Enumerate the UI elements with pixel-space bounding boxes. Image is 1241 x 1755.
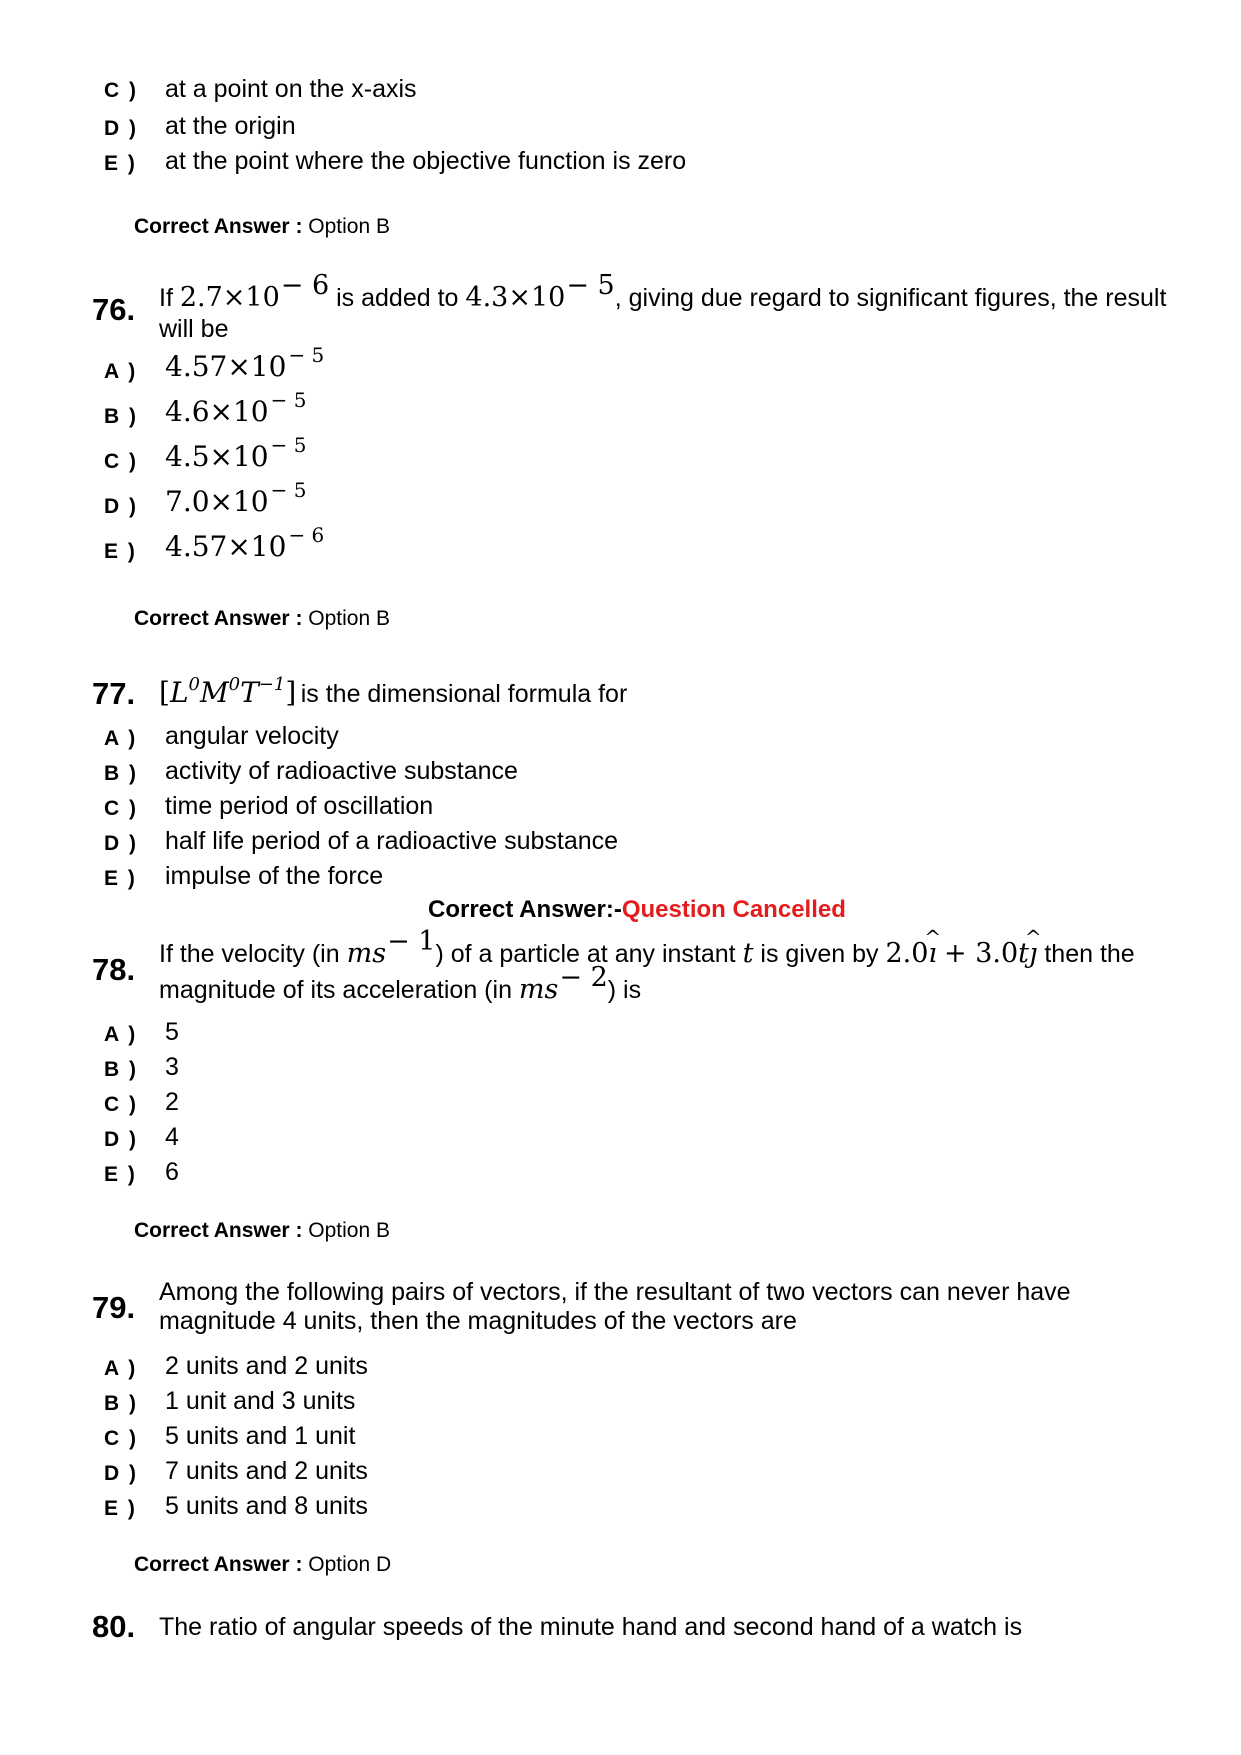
- option-base: 4.57×10: [165, 530, 287, 563]
- option-math: [165, 478, 307, 518]
- option-label: C ): [104, 450, 138, 473]
- option-label: C ): [104, 1093, 138, 1116]
- option-text: at a point on the x-axis: [165, 75, 417, 103]
- option-text: angular velocity: [165, 722, 339, 750]
- text-part: magnitude of its acceleration (in: [159, 976, 512, 1004]
- option-exponent: − 5: [270, 478, 307, 502]
- formula-T-exp: −1: [258, 674, 286, 695]
- text-part: If the velocity (in: [159, 940, 340, 968]
- unit-exponent: − 1: [387, 926, 436, 957]
- option-label: E ): [104, 867, 137, 890]
- value-exponent: − 5: [566, 270, 615, 301]
- option-text: 7 units and 2 units: [165, 1457, 368, 1485]
- correct-answer-value: Option D: [308, 1553, 392, 1576]
- correct-answer-value: Option B: [308, 215, 390, 238]
- correct-answer-label: Correct Answer :: [134, 607, 303, 630]
- question-text-line2: [159, 962, 642, 1006]
- formula-L-exp: 0: [188, 674, 200, 695]
- option-text: 2 units and 2 units: [165, 1352, 368, 1380]
- j-hat: ^ ȷ: [1029, 938, 1037, 970]
- option-text: 4: [165, 1123, 179, 1151]
- unit: ms: [518, 974, 559, 1005]
- value-base: 2.7×10: [179, 282, 280, 313]
- correct-answer-value: Option B: [308, 607, 390, 630]
- option-label: A ): [104, 360, 138, 383]
- option-math: [165, 388, 307, 428]
- correct-answer: [134, 1553, 391, 1577]
- expr-coeff: 2.0: [885, 938, 929, 969]
- option-text: at the origin: [165, 112, 296, 140]
- value-base: 4.3×10: [465, 282, 566, 313]
- correct-answer: [134, 607, 390, 631]
- option-exponent: − 5: [288, 343, 325, 367]
- option-label: E ): [104, 1163, 137, 1186]
- option-exponent: − 5: [270, 388, 307, 412]
- option-label: C ): [104, 1427, 138, 1450]
- formula-close-bracket: ]: [285, 676, 297, 709]
- question-text-rest: is the dimensional formula for: [300, 680, 628, 708]
- cancel-label: Correct Answer:-: [428, 896, 622, 923]
- option-text: activity of radioactive substance: [165, 757, 518, 785]
- option-label: D ): [104, 495, 138, 518]
- dimensional-formula: [159, 676, 296, 709]
- expr-plus: + 3.0: [944, 938, 1019, 969]
- correct-answer-label: Correct Answer :: [134, 215, 303, 238]
- i-hat: ^ ı: [928, 938, 937, 970]
- option-label: B ): [104, 762, 138, 785]
- correct-answer: [134, 1219, 390, 1243]
- correct-answer-label: Correct Answer :: [134, 1553, 303, 1576]
- option-text: 3: [165, 1053, 179, 1081]
- option-text: 1 unit and 3 units: [165, 1387, 356, 1415]
- option-math: [165, 523, 325, 563]
- question-number: 77.: [92, 676, 136, 711]
- option-label: A ): [104, 1023, 138, 1046]
- question-cancelled-notice: [428, 896, 846, 924]
- option-label: E ): [104, 540, 137, 563]
- formula-L: L: [169, 676, 189, 709]
- formula-open-bracket: [: [159, 676, 170, 709]
- question-text-line2: magnitude 4 units, then the magnitudes of the vectors are: [159, 1307, 797, 1335]
- question-text: The ratio of angular speeds of the minute hand and second hand of a watch is: [159, 1613, 1023, 1641]
- option-text: 5 units and 8 units: [165, 1492, 368, 1520]
- value-exponent: − 6: [280, 270, 330, 301]
- option-math: [165, 433, 307, 473]
- option-base: 7.0×10: [165, 485, 269, 518]
- option-label: E ): [104, 152, 137, 175]
- option-label: A ): [104, 727, 138, 750]
- text-part: ) is: [607, 976, 642, 1004]
- question-number: 78.: [92, 952, 136, 987]
- correct-answer-value: Option B: [308, 1219, 390, 1242]
- question-number: 76.: [92, 292, 136, 327]
- unit: ms: [346, 938, 387, 969]
- option-label: C ): [104, 79, 138, 102]
- option-label: A ): [104, 1357, 138, 1380]
- option-text: 2: [165, 1088, 179, 1116]
- question-number: 79.: [92, 1290, 136, 1325]
- question-text: [159, 270, 1167, 314]
- question-text-added: is added to: [336, 284, 459, 312]
- question-text: Among the following pairs of vectors, if the resultant of two vectors can never have: [159, 1278, 1071, 1306]
- option-text: 5 units and 1 unit: [165, 1422, 356, 1450]
- option-exponent: − 5: [270, 433, 307, 457]
- formula-M: M: [199, 676, 229, 709]
- question-text-if: If: [159, 284, 173, 312]
- option-text: impulse of the force: [165, 862, 384, 890]
- variable-t: t: [742, 938, 754, 969]
- option-label: E ): [104, 1497, 137, 1520]
- option-text: at the point where the objective function is zero: [165, 147, 687, 175]
- option-label: D ): [104, 832, 138, 855]
- option-base: 4.5×10: [165, 440, 269, 473]
- option-label: C ): [104, 797, 138, 820]
- option-label: D ): [104, 1128, 138, 1151]
- option-label: B ): [104, 1392, 138, 1415]
- question-text-line2: will be: [159, 315, 229, 343]
- option-math: [165, 343, 325, 383]
- text-part: then the: [1044, 940, 1135, 968]
- option-base: 4.6×10: [165, 395, 269, 428]
- option-label: B ): [104, 405, 138, 428]
- question-text: [159, 676, 627, 710]
- option-text: 6: [165, 1158, 179, 1186]
- question-text-rest: , giving due regard to significant figures, the result: [614, 284, 1167, 312]
- formula-T: T: [240, 676, 259, 709]
- option-exponent: − 6: [288, 523, 325, 547]
- text-part: ) of a particle at any instant: [435, 940, 736, 968]
- option-label: B ): [104, 1058, 138, 1081]
- option-text: 5: [165, 1018, 179, 1046]
- correct-answer-label: Correct Answer :: [134, 1219, 303, 1242]
- formula-M-exp: 0: [228, 674, 241, 695]
- option-label: D ): [104, 117, 138, 140]
- correct-answer: [134, 215, 390, 239]
- unit-exponent: − 2: [559, 962, 608, 993]
- cancel-value: Question Cancelled: [621, 896, 846, 923]
- option-label: D ): [104, 1462, 138, 1485]
- question-text: [159, 926, 1135, 970]
- option-text: half life period of a radioactive substance: [165, 827, 619, 855]
- expr-t: t: [1018, 938, 1030, 969]
- text-part: is given by: [760, 940, 879, 968]
- question-number: 80.: [92, 1609, 136, 1644]
- option-text: time period of oscillation: [165, 792, 434, 820]
- option-base: 4.57×10: [165, 350, 287, 383]
